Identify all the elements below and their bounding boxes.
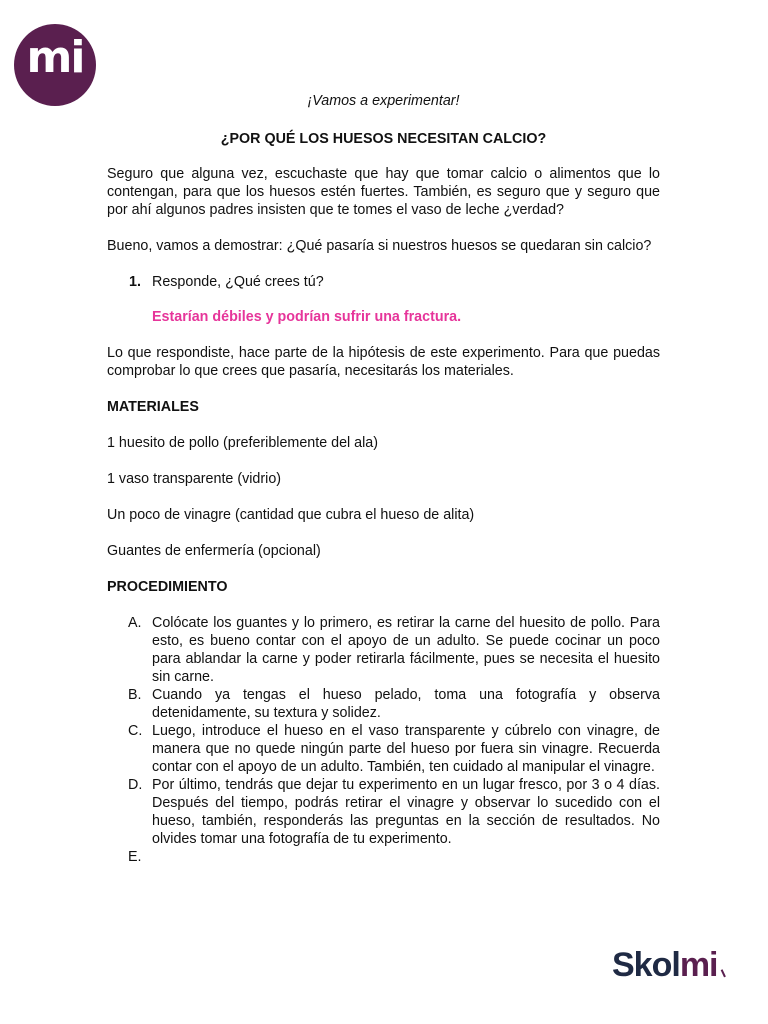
question-text: Responde, ¿Qué crees tú? [152,274,324,290]
step-text: Por último, tendrás que dejar tu experimento en un lugar fresco, por 3 o 4 días. Después del tiempo, podrás retirar el vinagre y observar lo sucedido con el hueso, también, responderás las preguntas en la sección de resultados. No olvides tomar una fotografía de tu experimento. [152,777,660,847]
logo [14,24,96,106]
procedure-heading: PROCEDIMIENTO [107,579,228,595]
question-item [107,273,660,291]
brand-swoosh-icon [721,967,732,978]
procedure-step [107,776,660,848]
intro-paragraph-2: Bueno, vamos a demostrar: ¿Qué pasaría si nuestros huesos se quedaran sin calcio? [107,238,652,254]
brand-text-dark: Skol [612,946,680,984]
step-letter: A. [128,615,142,631]
step-text: Luego, introduce el hueso en el vaso transparente y cúbrelo con vinagre, de manera que no quede ningún parte del hueso por fuera sin vinagre. Recuerda contar con el apoyo de un adulto. También, ten cuidado al manipular el vinagre. [152,723,660,775]
step-letter: D. [128,777,143,793]
answer-text: Estarían débiles y podrían sufrir una fractura. [152,309,462,325]
document-body [107,92,660,866]
procedure-step [107,614,660,686]
intro-paragraph-1: Seguro que alguna vez, escuchaste que hay que tomar calcio o alimentos que lo contengan, para que los huesos estén fuertes. También, es seguro que y seguro que por ahí algunos padres insisten que te tomes el vaso de leche ¿verdad? [107,166,660,218]
step-letter: E. [128,849,142,865]
material-item: 1 huesito de pollo (preferiblemente del ala) [107,435,379,451]
procedure-step [107,722,660,776]
step-text: Colócate los guantes y lo primero, es retirar la carne del huesito de pollo. Para esto, es bueno contar con el apoyo de un adulto. Se puede cocinar un poco para ablandar la carne y poder retirarla fácilmente, pues se necesita el huesito sin carne. [152,615,660,685]
logo-text: mi [26,32,84,83]
question-number: 1. [129,274,141,290]
brand-text-accent: mi [679,946,718,984]
step-letter: B. [128,687,142,703]
material-item: 1 vaso transparente (vidrio) [107,471,282,487]
procedure-step [107,686,660,722]
procedure-step [107,848,660,866]
page-title: ¿POR QUÉ LOS HUESOS NECESITAN CALCIO? [220,131,547,147]
materials-heading: MATERIALES [107,399,199,415]
material-item: Guantes de enfermería (opcional) [107,543,321,559]
step-text [152,849,156,865]
hypothesis-paragraph: Lo que respondiste, hace parte de la hipótesis de este experimento. Para que puedas comprobar lo que crees que pasaría, necesitarás los materiales. [107,345,660,379]
subtitle: ¡Vamos a experimentar! [307,93,460,109]
step-letter: C. [128,723,143,739]
step-text: Cuando ya tengas el hueso pelado, toma una fotografía y observa detenidamente, su textura y solidez. [152,687,660,721]
material-item: Un poco de vinagre (cantidad que cubra el hueso de alita) [107,507,475,523]
brand-logo [612,946,718,985]
